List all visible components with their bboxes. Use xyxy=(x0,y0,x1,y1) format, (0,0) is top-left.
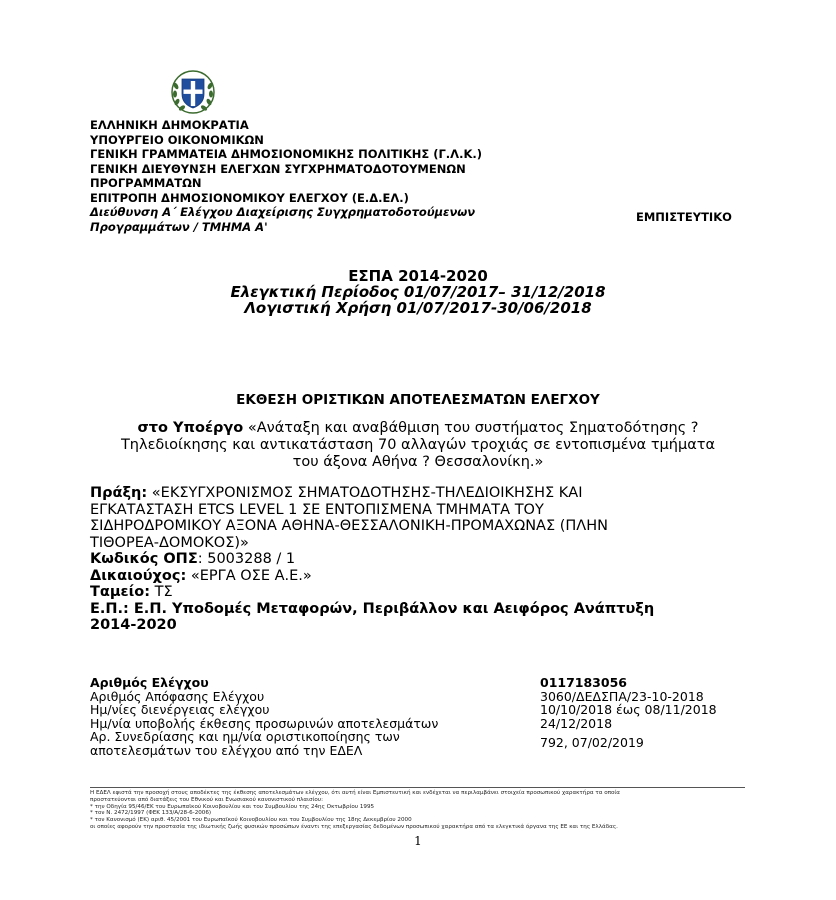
period-block xyxy=(0,268,836,316)
page-number: 1 xyxy=(414,834,422,848)
greek-coat-of-arms-icon xyxy=(171,70,215,114)
operational-program: Ε.Π.: Ε.Π. Υποδομές Μεταφορών, Περιβάλλον και Αειφόρος Ανάπτυξη xyxy=(90,600,655,617)
org-line: ΓΕΝΙΚΗ ΔΙΕΥΘΥΝΣΗ ΕΛΕΓΧΩΝ ΣΥΓΧΡΗΜΑΤΟΔΟΤΟΥΜΕΝΩΝ xyxy=(90,161,466,176)
subproject-text: του άξονα Αθήνα ? Θεσσαλονίκη.» xyxy=(292,454,544,470)
control-label: Αρ. Συνεδρίασης και ημ/νία οριστικοποίησης των xyxy=(90,729,400,744)
beneficiary-label: Δικαιούχος: xyxy=(90,567,187,584)
praxi-label: Πράξη: xyxy=(90,485,148,501)
control-label: Αριθμός Απόφασης Ελέγχου xyxy=(90,688,265,704)
ops-label: Κωδικός ΟΠΣ xyxy=(90,551,198,567)
report-title: ΕΚΘΕΣΗ ΟΡΙΣΤΙΚΩΝ ΑΠΟΤΕΛΕΣΜΑΤΩΝ ΕΛΕΓΧΟΥ xyxy=(236,392,600,408)
org-line: ΥΠΟΥΡΓΕΙΟ ΟΙΚΟΝΟΜΙΚΩΝ xyxy=(90,132,264,147)
directorate-line: Διεύθυνση Α΄ Ελέγχου Διαχείρισης Συγχρηματοδοτούμενων xyxy=(90,205,476,219)
org-line: ΠΡΟΓΡΑΜΜΑΤΩΝ xyxy=(90,176,202,190)
control-value: 792, 07/02/2019 xyxy=(540,735,644,750)
footer-divider xyxy=(90,787,745,788)
org-line: ΕΠΙΤΡΟΠΗ ΔΗΜΟΣΙΟΝΟΜΙΚΟΥ ΕΛΕΓΧΟΥ (Ε.Δ.ΕΛ.) xyxy=(90,190,409,205)
subproject-text: Τηλεδιοίκησης και αντικατάσταση 70 αλλαγών τροχιάς σε εντοπισμένα τμήματα xyxy=(120,437,716,453)
subproject-block xyxy=(80,420,756,471)
footnote-line: * τον Κανονισμό (ΕΚ) αριθ. 45/2001 του Ευρωπαϊκού Κοινοβουλίου και του Συμβουλίου της 18ης Δεκεμβρίου 2000 xyxy=(90,817,412,824)
control-label: αποτελεσμάτων του ελέγχου από την ΕΔΕΛ xyxy=(90,742,363,758)
footnote-line: * τον Ν. 2472/1997 (ΦΕΚ 133/Α/28-6-2006) xyxy=(90,810,212,817)
program-title: ΕΣΠΑ 2014-2020 xyxy=(348,267,488,285)
control-values xyxy=(540,676,717,750)
ops-value: : 5003288 / 1 xyxy=(197,551,296,567)
directorate-line: Προγραμμάτων / ΤΜΗΜΑ Α' xyxy=(90,219,268,234)
fund-value: ΤΣ xyxy=(150,584,173,600)
control-value: 24/12/2018 xyxy=(540,715,613,731)
footnote-line: οι οποίες αφορούν την προστασία της ιδιωτικής ζωής φυσικών προσώπων έναντι της επεξεργασίας δεδομένων προσωπικού χαρακτήρα από τα ελεγκτικά όργανα της ΕΕ και της Ελλάδας. xyxy=(90,823,618,830)
control-label: Ημ/νίες διενέργειας ελέγχου xyxy=(90,702,270,717)
subproject-text: «Ανάταξη και αναβάθμιση του συστήματος Σηματοδότησης ? xyxy=(247,420,699,436)
operational-program: 2014-2020 xyxy=(90,617,177,633)
control-value: 0117183056 xyxy=(540,675,627,690)
praxi-text: ΕΓΚΑΤΑΣΤΑΣΗ ETCS LEVEL 1 ΣΕ ΕΝΤΟΠΙΣΜΕΝΑ ΤΜΗΜΑΤΑ ΤΟΥ xyxy=(90,501,544,518)
organization-header xyxy=(90,118,482,234)
control-labels xyxy=(90,676,438,757)
confidential-label: ΕΜΠΙΣΤΕΥΤΙΚΟ xyxy=(636,210,732,224)
control-value: 3060/ΔΕΔΣΠΑ/23-10-2018 xyxy=(540,688,704,704)
footnote-line: * την Οδηγία 95/46/ΕΚ του Ευρωπαϊκού Κοινοβουλίου και του Συμβουλίου της 24ης Οκτωβρίου 1995 xyxy=(90,803,375,810)
control-value: 10/10/2018 έως 08/11/2018 xyxy=(540,702,717,717)
praxi-text: ΤΙΘΟΡΕΑ-ΔΟΜΟΚΟΣ)» xyxy=(90,534,249,551)
praxi-text: «ΕΚΣΥΓΧΡΟΝΙΣΜΟΣ ΣΗΜΑΤΟΔΟΤΗΣΗΣ-ΤΗΛΕΔΙΟΙΚΗΣΗΣ ΚΑΙ xyxy=(151,485,583,501)
audit-period: Ελεγκτική Περίοδος 01/07/2017– 31/12/2018 xyxy=(230,283,606,301)
praxi-text: ΣΙΔΗΡΟΔΡΟΜΙΚΟΥ ΑΞΟΝΑ ΑΘΗΝΑ-ΘΕΣΣΑΛΟΝΙΚΗ-ΠΡΟΜΑΧΩΝΑΣ (ΠΛΗΝ xyxy=(90,518,608,534)
footnotes xyxy=(90,790,750,831)
accounting-year: Λογιστική Χρήση 01/07/2017-30/06/2018 xyxy=(244,299,592,317)
footnote-line: προστατεύονται από διατάξεις του Εθνικού και Ενωσιακού κανονιστικού πλαισίου: xyxy=(90,796,323,803)
subproject-label: στο Υποέργο xyxy=(137,420,244,436)
action-block xyxy=(90,485,760,634)
control-label: Ημ/νία υποβολής έκθεσης προσωρινών αποτελεσμάτων xyxy=(90,715,439,731)
org-line: ΓΕΝΙΚΗ ΓΡΑΜΜΑΤΕΙΑ ΔΗΜΟΣΙΟΝΟΜΙΚΗΣ ΠΟΛΙΤΙΚΗΣ (Γ.Λ.Κ.) xyxy=(90,147,482,161)
footnote-line: Η ΕΔΕΛ εφιστά την προσοχή στους αποδέκτες της έκθεσης αποτελεσμάτων ελέγχου, ότι αυτή είναι Εμπιστευτική και ενδέχεται να περιλαμβάνει στοιχεία προσωπικού χαρακτήρα τα οποία xyxy=(90,790,620,796)
fund-label: Ταμείο: xyxy=(90,584,151,600)
org-line: ΕΛΛΗΝΙΚΗ ΔΗΜΟΚΡΑΤΙΑ xyxy=(90,118,249,132)
beneficiary-value: «ΕΡΓΑ ΟΣΕ Α.Ε.» xyxy=(186,567,312,584)
control-label: Αριθμός Ελέγχου xyxy=(90,675,209,690)
